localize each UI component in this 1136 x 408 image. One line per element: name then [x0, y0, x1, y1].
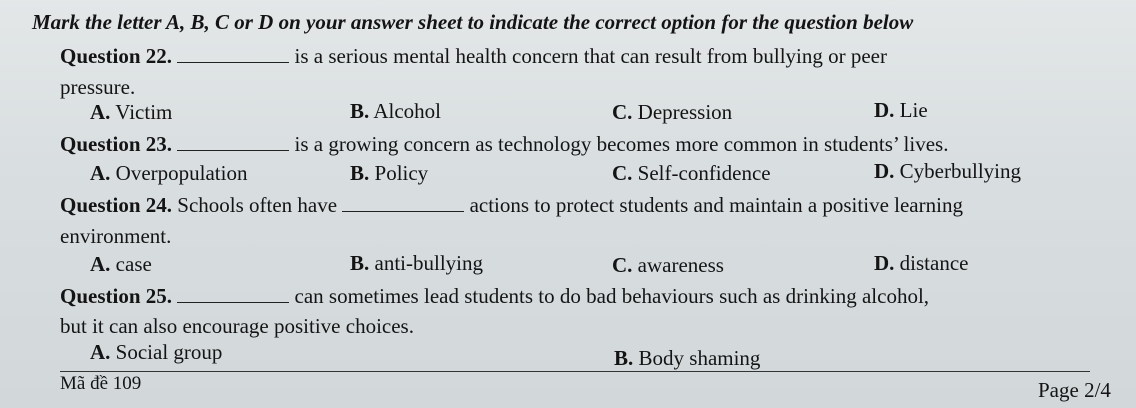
answer-blank	[342, 193, 464, 212]
question-25-label: Question 25.	[60, 284, 173, 308]
option-24-b: B. anti-bullying	[350, 251, 484, 275]
option-23-d: D. Cyberbullying	[874, 159, 1021, 183]
instruction-text: Mark the letter A, B, C or D on your answer sheet to indicate the correct option for the question below	[32, 10, 914, 34]
question-23-text: is a growing concern as technology becomes more common in students’ lives.	[294, 132, 949, 156]
question-24-text: actions to protect students and maintain a positive learning	[469, 193, 963, 217]
option-22-d: D. Lie	[874, 98, 928, 122]
option-24-a: A. case	[90, 252, 152, 276]
option-23-a: A. Overpopulation	[90, 161, 248, 185]
question-22-stem	[60, 44, 887, 68]
option-22-c: C. Depression	[612, 100, 733, 124]
option-22-b: B. Alcohol	[350, 99, 442, 123]
page-number: Page 2/4	[1038, 378, 1111, 402]
question-24-label: Question 24.	[60, 193, 173, 217]
exam-code: Mã đề 109	[60, 373, 142, 394]
question-25-continuation: but it can also encourage positive choices.	[60, 314, 414, 338]
question-22-continuation: pressure.	[60, 75, 136, 99]
question-25-text: can sometimes lead students to do bad behaviours such as drinking alcohol,	[294, 284, 930, 308]
question-22-text: is a serious mental health concern that can result from bullying or peer	[294, 44, 887, 68]
footer-divider	[60, 371, 1090, 372]
question-24-lead: Schools often have	[177, 193, 338, 217]
question-22-label: Question 22.	[60, 44, 173, 68]
question-23-label: Question 23.	[60, 132, 173, 156]
option-23-c: C. Self-confidence	[612, 161, 771, 185]
question-24-continuation: environment.	[60, 224, 172, 248]
option-23-b: B. Policy	[350, 161, 429, 185]
option-24-d: D. distance	[874, 251, 969, 275]
question-23-stem	[60, 132, 948, 156]
answer-blank	[177, 132, 289, 151]
option-22-a: A. Victim	[90, 100, 173, 124]
question-24-stem	[60, 193, 963, 217]
answer-blank	[177, 284, 289, 303]
question-25-stem	[60, 284, 929, 308]
answer-blank	[177, 44, 289, 63]
option-25-a: A. Social group	[90, 340, 223, 364]
option-25-b: B. Body shaming	[614, 346, 761, 370]
option-24-c: C. awareness	[612, 253, 724, 277]
